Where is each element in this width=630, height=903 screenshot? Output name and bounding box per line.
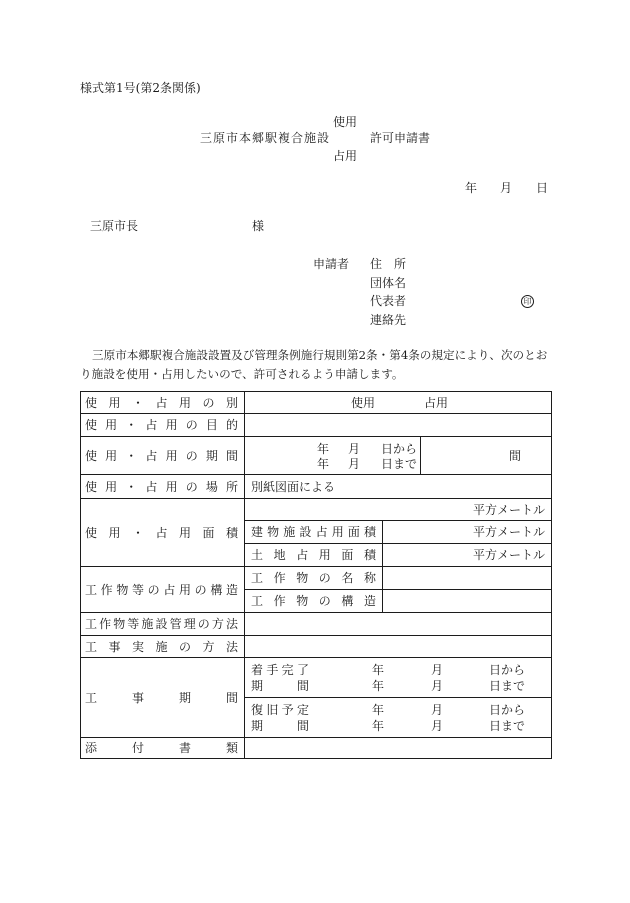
structure-name-value-cell: [383, 567, 552, 590]
body-text-line-1: 三原市本郷駅複合施設設置及び管理条例施行規則第2条・第4条の規定により、次のとお: [92, 348, 548, 362]
period-from-day: 日から: [381, 442, 418, 456]
start-completion-from-day: 日から: [489, 663, 526, 677]
row-construction-start-completion: [81, 658, 552, 698]
restoration-label-line-1: 復旧予定: [251, 703, 313, 717]
applicant-representative-label: 代表者: [370, 294, 407, 308]
management-label: 工作物等施設管理の方法: [81, 613, 245, 636]
area-label: 使用・占用面積: [81, 499, 245, 567]
row-construction-method: [81, 636, 552, 658]
row-structure-name: [81, 567, 552, 590]
construction-period-label: 工事期間: [81, 658, 245, 738]
applicant-label: 申請者: [313, 257, 350, 271]
period-to-month: 月: [348, 457, 361, 471]
applicant-organization-label: 団体名: [370, 276, 407, 290]
addressee-name: 三原市長: [90, 219, 139, 233]
start-completion-to-day: 日まで: [489, 679, 526, 693]
title-option-occupy: 占用: [333, 149, 358, 163]
restoration-from-day: 日から: [489, 703, 526, 717]
applicant-contact-label: 連絡先: [370, 313, 407, 327]
row-area-total: [81, 499, 552, 521]
period-days-cell: 間: [421, 437, 552, 475]
place-label: 使用・占用の場所: [81, 475, 245, 499]
place-value: 別紙図面による: [245, 475, 552, 499]
restoration-cell: [245, 698, 552, 738]
applicant-address-label: 住所: [370, 257, 418, 271]
period-from-year: 年: [317, 442, 330, 456]
start-completion-from-month: 月: [431, 663, 444, 677]
restoration-to-day: 日まで: [489, 719, 526, 733]
addressee-honorific: 様: [252, 219, 265, 233]
start-completion-label-line-2: 期間: [251, 679, 343, 693]
structure-type-value-cell: [383, 590, 552, 613]
usage-type-cell: [245, 392, 552, 414]
usage-type-label: 使用・占用の別: [81, 392, 245, 414]
date-year: 年: [465, 181, 478, 195]
start-completion-cell: [245, 658, 552, 698]
title-facility: 三原市本郷駅複合施設: [200, 131, 331, 145]
date-day: 日: [536, 181, 549, 195]
construction-method-value-cell: [245, 636, 552, 658]
structure-name-label: 工作物の名称: [245, 567, 383, 590]
row-place: [81, 475, 552, 499]
area-land-label: 土地占用面積: [245, 544, 383, 567]
attachments-label: 添付書類: [81, 738, 245, 759]
period-label: 使用・占用の期間: [81, 437, 245, 475]
area-building-label: 建物施設占用面積: [245, 521, 383, 544]
structure-type-label: 工作物の構造: [245, 590, 383, 613]
attachments-value-cell: [245, 738, 552, 759]
start-completion-label-line-1: 着手完了: [251, 663, 313, 677]
title-option-use: 使用: [333, 115, 358, 129]
restoration-from-year: 年: [372, 703, 385, 717]
area-total-unit: 平方メートル: [245, 499, 552, 521]
management-value-cell: [245, 613, 552, 636]
start-completion-from-year: 年: [372, 663, 385, 677]
usage-option-occupy: 占用: [424, 396, 449, 410]
period-dates-cell: [245, 437, 421, 475]
area-building-unit: 平方メートル: [383, 521, 552, 544]
usage-option-use: 使用: [351, 396, 376, 410]
form-number: 様式第1号(第2条関係): [80, 81, 201, 95]
row-management: [81, 613, 552, 636]
restoration-to-year: 年: [372, 719, 385, 733]
construction-method-label: 工事実施の方法: [81, 636, 245, 658]
start-completion-to-month: 月: [431, 679, 444, 693]
period-to-year: 年: [317, 457, 330, 471]
period-from-month: 月: [348, 442, 361, 456]
row-period: [81, 437, 552, 475]
row-usage-type: [81, 392, 552, 414]
title-suffix: 許可申請書: [370, 131, 431, 145]
seal-mark: 印: [521, 295, 534, 308]
row-purpose: [81, 414, 552, 437]
purpose-value-cell: [245, 414, 552, 437]
structure-label: 工作物等の占用の構造: [81, 567, 245, 613]
restoration-from-month: 月: [431, 703, 444, 717]
restoration-label-line-2: 期間: [251, 719, 343, 733]
date-month: 月: [500, 181, 513, 195]
application-table: [80, 391, 552, 759]
start-completion-to-year: 年: [372, 679, 385, 693]
body-text-line-2: り施設を使用・占用したいので、許可されるよう申請します。: [80, 367, 404, 381]
area-land-unit: 平方メートル: [383, 544, 552, 567]
row-attachments: [81, 738, 552, 759]
purpose-label: 使用・占用の目的: [81, 414, 245, 437]
restoration-to-month: 月: [431, 719, 444, 733]
period-to-day: 日まで: [381, 457, 418, 471]
